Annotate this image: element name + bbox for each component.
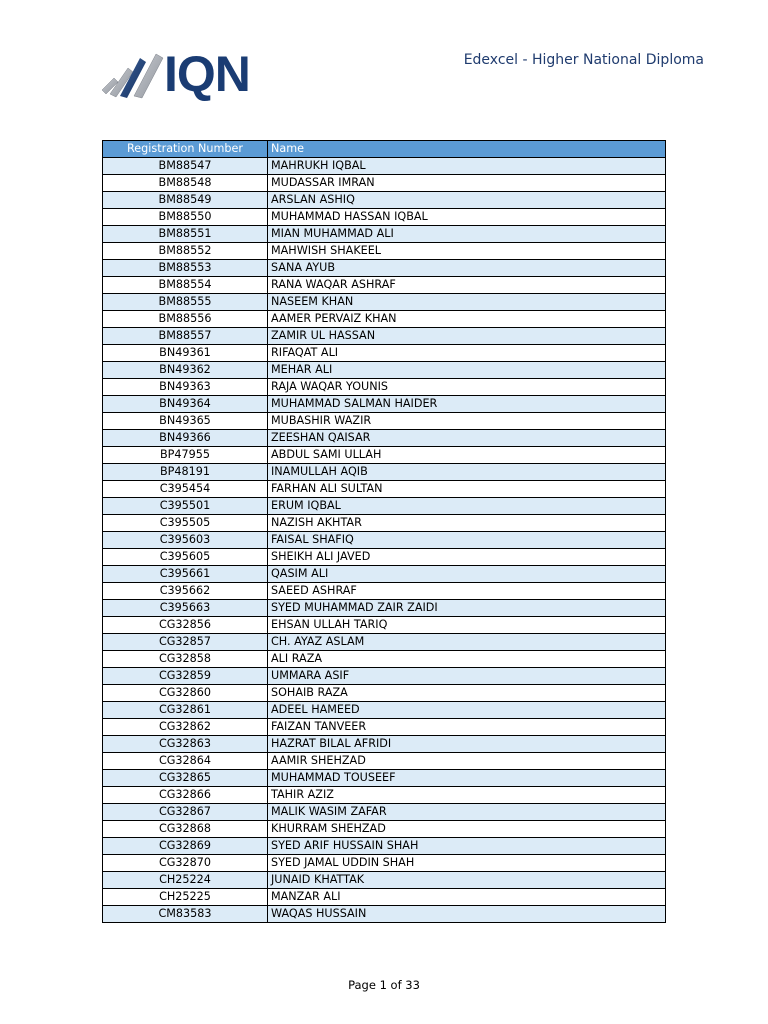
registration-number-cell: C395662 bbox=[103, 583, 268, 600]
registration-number-cell: CG32868 bbox=[103, 821, 268, 838]
registration-number-cell: CG32865 bbox=[103, 770, 268, 787]
registration-number-cell: BM88551 bbox=[103, 226, 268, 243]
column-header-name: Name bbox=[268, 141, 666, 158]
student-name-cell: FAISAL SHAFIQ bbox=[268, 532, 666, 549]
student-name-cell: INAMULLAH AQIB bbox=[268, 464, 666, 481]
student-name-cell: RANA WAQAR ASHRAF bbox=[268, 277, 666, 294]
registration-number-cell: CG32863 bbox=[103, 736, 268, 753]
table-row bbox=[103, 175, 666, 192]
registration-table bbox=[102, 140, 666, 923]
student-name-cell: MUHAMMAD TOUSEEF bbox=[268, 770, 666, 787]
table-row bbox=[103, 294, 666, 311]
student-name-cell: QASIM ALI bbox=[268, 566, 666, 583]
table-row bbox=[103, 430, 666, 447]
student-name-cell: NAZISH AKHTAR bbox=[268, 515, 666, 532]
table-row bbox=[103, 702, 666, 719]
table-row bbox=[103, 447, 666, 464]
registration-number-cell: BM88547 bbox=[103, 158, 268, 175]
student-name-cell: FAIZAN TANVEER bbox=[268, 719, 666, 736]
registration-number-cell: C395603 bbox=[103, 532, 268, 549]
logo-wordmark: IQN bbox=[164, 46, 250, 102]
table-row bbox=[103, 345, 666, 362]
iqn-logo bbox=[100, 46, 270, 102]
registration-number-cell: CG32867 bbox=[103, 804, 268, 821]
table-row bbox=[103, 719, 666, 736]
student-name-cell: MANZAR ALI bbox=[268, 889, 666, 906]
table-row bbox=[103, 158, 666, 175]
table-row bbox=[103, 804, 666, 821]
table-row bbox=[103, 464, 666, 481]
table-row bbox=[103, 668, 666, 685]
student-name-cell: JUNAID KHATTAK bbox=[268, 872, 666, 889]
registration-number-cell: CG32870 bbox=[103, 855, 268, 872]
table-row bbox=[103, 906, 666, 923]
registration-number-cell: CG32861 bbox=[103, 702, 268, 719]
table-row bbox=[103, 379, 666, 396]
student-name-cell: FARHAN ALI SULTAN bbox=[268, 481, 666, 498]
table-row bbox=[103, 634, 666, 651]
student-name-cell: MUHAMMAD HASSAN IQBAL bbox=[268, 209, 666, 226]
student-name-cell: SYED MUHAMMAD ZAIR ZAIDI bbox=[268, 600, 666, 617]
student-name-cell: MAHRUKH IQBAL bbox=[268, 158, 666, 175]
student-name-cell: ERUM IQBAL bbox=[268, 498, 666, 515]
table-row bbox=[103, 396, 666, 413]
registration-number-cell: BM88548 bbox=[103, 175, 268, 192]
table-row bbox=[103, 328, 666, 345]
registration-number-cell: BP47955 bbox=[103, 447, 268, 464]
table-row bbox=[103, 889, 666, 906]
table-row bbox=[103, 549, 666, 566]
table-row bbox=[103, 311, 666, 328]
table-row bbox=[103, 872, 666, 889]
student-name-cell: WAQAS HUSSAIN bbox=[268, 906, 666, 923]
table-row bbox=[103, 787, 666, 804]
registration-number-cell: C395663 bbox=[103, 600, 268, 617]
table-row bbox=[103, 532, 666, 549]
student-name-cell: TAHIR AZIZ bbox=[268, 787, 666, 804]
table-row bbox=[103, 362, 666, 379]
table-row bbox=[103, 413, 666, 430]
registration-number-cell: CG32860 bbox=[103, 685, 268, 702]
student-name-cell: RAJA WAQAR YOUNIS bbox=[268, 379, 666, 396]
table-row bbox=[103, 583, 666, 600]
student-name-cell: SYED ARIF HUSSAIN SHAH bbox=[268, 838, 666, 855]
student-name-cell: EHSAN ULLAH TARIQ bbox=[268, 617, 666, 634]
registration-number-cell: BN49362 bbox=[103, 362, 268, 379]
table-row bbox=[103, 838, 666, 855]
registration-number-cell: CG32869 bbox=[103, 838, 268, 855]
student-name-cell: SANA AYUB bbox=[268, 260, 666, 277]
registration-number-cell: BM88549 bbox=[103, 192, 268, 209]
document-title: Edexcel - Higher National Diploma bbox=[463, 52, 704, 68]
student-name-cell: RIFAQAT ALI bbox=[268, 345, 666, 362]
table-row bbox=[103, 821, 666, 838]
registration-number-cell: C395605 bbox=[103, 549, 268, 566]
student-name-cell: MUBASHIR WAZIR bbox=[268, 413, 666, 430]
table-row bbox=[103, 498, 666, 515]
table-row bbox=[103, 192, 666, 209]
student-name-cell: MUHAMMAD SALMAN HAIDER bbox=[268, 396, 666, 413]
student-name-cell: SYED JAMAL UDDIN SHAH bbox=[268, 855, 666, 872]
table-row bbox=[103, 226, 666, 243]
table-row bbox=[103, 481, 666, 498]
table-row bbox=[103, 260, 666, 277]
table-row bbox=[103, 617, 666, 634]
registration-number-cell: BN49361 bbox=[103, 345, 268, 362]
student-name-cell: KHURRAM SHEHZAD bbox=[268, 821, 666, 838]
student-name-cell: ARSLAN ASHIQ bbox=[268, 192, 666, 209]
student-name-cell: AAMIR SHEHZAD bbox=[268, 753, 666, 770]
page-number: Page 1 of 33 bbox=[348, 978, 420, 992]
table-row bbox=[103, 855, 666, 872]
table-row bbox=[103, 515, 666, 532]
registration-number-cell: BP48191 bbox=[103, 464, 268, 481]
registration-number-cell: CH25225 bbox=[103, 889, 268, 906]
registration-number-cell: CG32862 bbox=[103, 719, 268, 736]
student-name-cell: MEHAR ALI bbox=[268, 362, 666, 379]
registration-number-cell: BN49364 bbox=[103, 396, 268, 413]
registration-number-cell: BM88556 bbox=[103, 311, 268, 328]
student-name-cell: MAHWISH SHAKEEL bbox=[268, 243, 666, 260]
registration-number-cell: CG32857 bbox=[103, 634, 268, 651]
table-row bbox=[103, 770, 666, 787]
registration-number-cell: CG32866 bbox=[103, 787, 268, 804]
student-name-cell: ZAMIR UL HASSAN bbox=[268, 328, 666, 345]
table-row bbox=[103, 243, 666, 260]
registration-number-cell: BM88554 bbox=[103, 277, 268, 294]
student-name-cell: CH. AYAZ ASLAM bbox=[268, 634, 666, 651]
table-row bbox=[103, 600, 666, 617]
student-name-cell: ABDUL SAMI ULLAH bbox=[268, 447, 666, 464]
student-name-cell: HAZRAT BILAL AFRIDI bbox=[268, 736, 666, 753]
table-row bbox=[103, 566, 666, 583]
student-name-cell: SOHAIB RAZA bbox=[268, 685, 666, 702]
table-row bbox=[103, 736, 666, 753]
student-name-cell: MALIK WASIM ZAFAR bbox=[268, 804, 666, 821]
student-name-cell: MIAN MUHAMMAD ALI bbox=[268, 226, 666, 243]
student-name-cell: SAEED ASHRAF bbox=[268, 583, 666, 600]
registration-number-cell: CH25224 bbox=[103, 872, 268, 889]
table-row bbox=[103, 753, 666, 770]
registration-number-cell: BM88553 bbox=[103, 260, 268, 277]
column-header-registration-number: Registration Number bbox=[103, 141, 268, 158]
table-row bbox=[103, 651, 666, 668]
student-name-cell: SHEIKH ALI JAVED bbox=[268, 549, 666, 566]
student-name-cell: ALI RAZA bbox=[268, 651, 666, 668]
registration-number-cell: C395454 bbox=[103, 481, 268, 498]
student-name-cell: UMMARA ASIF bbox=[268, 668, 666, 685]
registration-number-cell: BM88550 bbox=[103, 209, 268, 226]
registration-number-cell: BN49366 bbox=[103, 430, 268, 447]
registration-number-cell: BN49365 bbox=[103, 413, 268, 430]
diagonal-stripes-logo-icon bbox=[100, 50, 168, 102]
registration-number-cell: CG32859 bbox=[103, 668, 268, 685]
registration-number-cell: C395505 bbox=[103, 515, 268, 532]
student-name-cell: ADEEL HAMEED bbox=[268, 702, 666, 719]
table-header-row bbox=[103, 141, 666, 158]
registration-number-cell: BN49363 bbox=[103, 379, 268, 396]
student-name-cell: AAMER PERVAIZ KHAN bbox=[268, 311, 666, 328]
student-name-cell: NASEEM KHAN bbox=[268, 294, 666, 311]
registration-number-cell: C395501 bbox=[103, 498, 268, 515]
registration-number-cell: BM88555 bbox=[103, 294, 268, 311]
table-body bbox=[103, 158, 666, 923]
table-row bbox=[103, 209, 666, 226]
registration-number-cell: CG32856 bbox=[103, 617, 268, 634]
student-name-cell: MUDASSAR IMRAN bbox=[268, 175, 666, 192]
registration-number-cell: BM88557 bbox=[103, 328, 268, 345]
registration-number-cell: CG32864 bbox=[103, 753, 268, 770]
registration-number-cell: C395661 bbox=[103, 566, 268, 583]
table-row bbox=[103, 277, 666, 294]
student-name-cell: ZEESHAN QAISAR bbox=[268, 430, 666, 447]
registration-number-cell: CM83583 bbox=[103, 906, 268, 923]
table-row bbox=[103, 685, 666, 702]
registration-number-cell: CG32858 bbox=[103, 651, 268, 668]
registration-number-cell: BM88552 bbox=[103, 243, 268, 260]
